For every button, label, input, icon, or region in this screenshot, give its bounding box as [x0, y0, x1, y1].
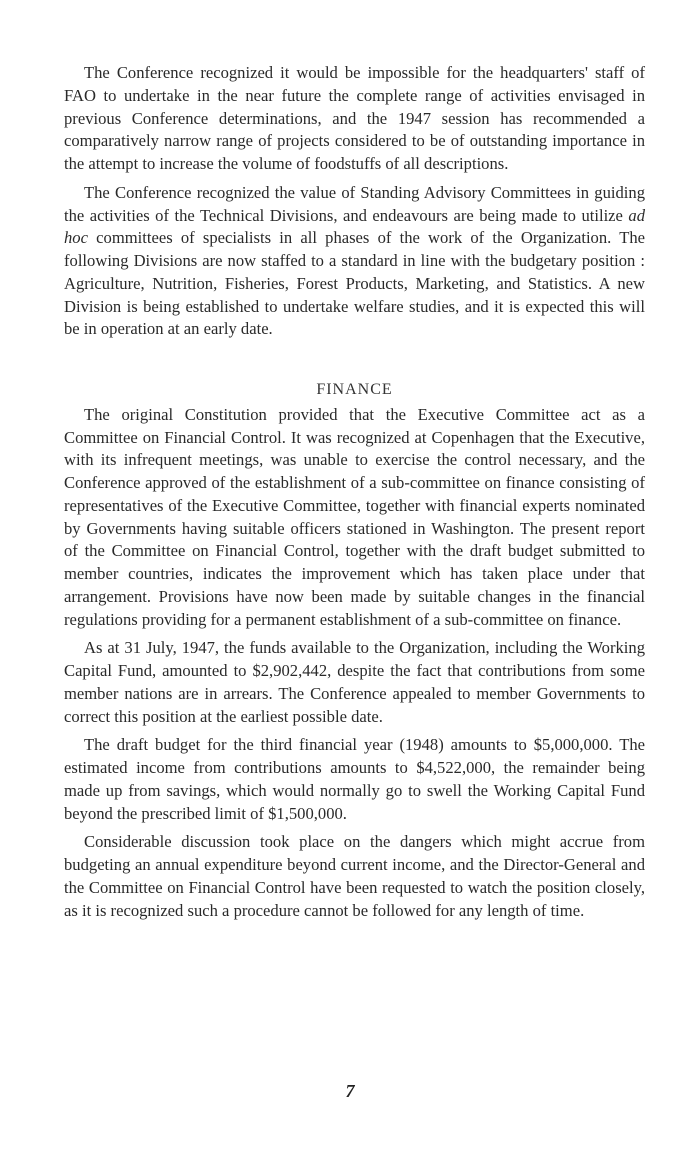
intro-paragraph-1: The Conference recognized it would be impossible for the headquarters' staff of FAO to undertake in the near future the complete range of activities envisaged in previous Conference determinations, and the 1947 session has recommended a comparatively narrow range of projects considered to be of outstanding importance in the attempt to increase the volume of foodstuffs of all descriptions.: [64, 63, 645, 173]
finance-paragraph-3: The draft budget for the third financial year (1948) amounts to $5,000,000. The estimated income from contributions amounts to $4,522,000, the remainder being made up from savings, which would normally go to swell the Working Capital Fund beyond the prescribed limit of $1,500,000.: [64, 735, 645, 823]
finance-paragraph-4: Considerable discussion took place on the dangers which might accrue from budgeting an annual expenditure beyond current income, and the Director-General and the Committee on Financial Control have been requested to watch the position closely, as it is recognized such a procedure cannot be followed for any length of time.: [64, 832, 645, 920]
section-heading-finance: FINANCE: [316, 381, 393, 398]
finance-paragraph-1: The original Constitution provided that the Executive Committee act as a Committee on Financial Control. It was recognized at Copenhagen that the Executive, with its infrequent meetings, was unable to exercise the control necessary, and the Conference approved of the establishment of a sub-committee on finance consisting of representatives of the Executive Committee, together with financial experts nominated by Governments having suitable officers stationed in Washington. The present report of the Committee on Financial Control, together with the draft budget submitted to member countries, indicates the improvement which has taken place under that arrangement. Provisions have now been made by suitable changes in the financial regulations providing for a permanent establishment of a sub-committee on finance.: [64, 404, 645, 629]
intro-paragraph-2-italic-phrase: ad hoc: [64, 205, 645, 248]
intro-paragraph-2: [64, 182, 645, 341]
finance-paragraph-2: As at 31 July, 1947, the funds available to the Organization, including the Working Capital Fund, amounted to $2,902,442, despite the fact that contributions from some member nations are in arrears. The Conference appealed to member Governments to correct this position at the earliest possible date.: [64, 638, 645, 726]
intro-paragraph-2-text-start: The Conference recognized the value of Standing Advisory Committees in guiding the activities of the Technical Divisions, and endeavours are being made to utilize: [64, 182, 645, 225]
intro-paragraph-2-text-end: committees of specialists in all phases of the work of the Organization. The following Divisions are now staffed to a standard in line with the budgetary position : Agriculture, Nutrition, Fisheries, Forest Products, Marketing, and Statistics. A new Division is being established to undertake welfare studies, and it is expected this will be in operation at an early date.: [64, 228, 645, 339]
page-number: 7: [345, 1081, 355, 1101]
document-body: [64, 62, 645, 928]
